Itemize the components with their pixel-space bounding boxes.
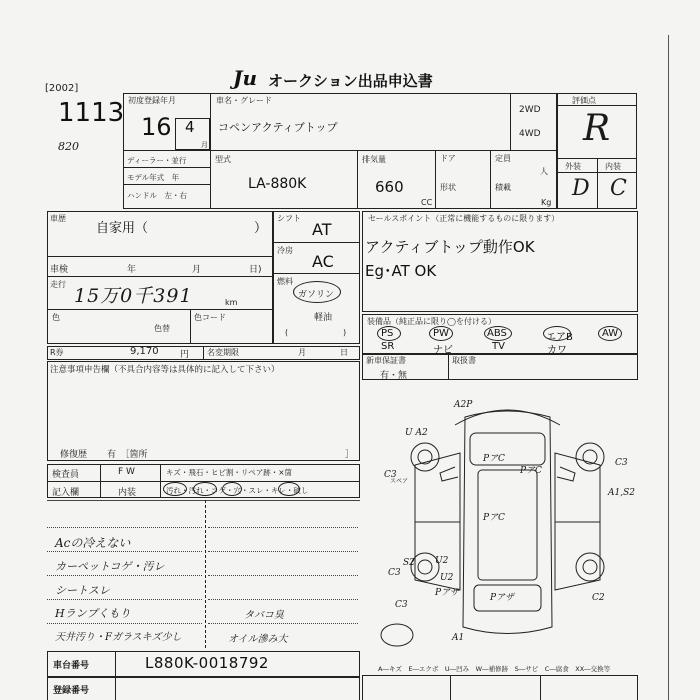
- door-label: ドア: [440, 154, 456, 163]
- spare-tire: [381, 624, 413, 646]
- equip-sr: SR: [381, 341, 395, 352]
- notes-label: 注意事項申告欄（不具合内容等は具体的に記入して下さい）: [50, 365, 280, 375]
- car-name: コペンアクティブトップ: [218, 121, 338, 134]
- mark-left-front: U A2: [405, 428, 428, 438]
- hand-note-3: シートスレ: [55, 584, 110, 597]
- recycle-label: R券: [50, 348, 64, 357]
- manual-label: 取扱書: [452, 356, 476, 365]
- hand-note-5: 天井汚り・Fガラスキズ少し: [55, 632, 182, 643]
- wheel-front-left: [411, 443, 439, 471]
- inspection-month: 月: [192, 265, 202, 275]
- corner-scribble: 820: [58, 140, 79, 153]
- reg-date-label: 初度登録年月: [128, 96, 176, 105]
- checker-fw-items: キズ・飛石・ヒビ割・リペア跡・×箇: [166, 468, 292, 477]
- equip-pw: PW: [433, 328, 449, 339]
- front-windshield: [470, 433, 545, 465]
- mark-top: A2P: [454, 400, 473, 410]
- equipment-label: 装備品（純正品に限り◯を付ける）: [367, 317, 496, 326]
- regno-label: 登録番号: [53, 686, 90, 696]
- vehicle-block: [123, 93, 557, 209]
- mark-c3-rear-left: C3: [388, 568, 401, 578]
- shape-label: 形状: [440, 183, 456, 192]
- inspection-year: 年: [127, 265, 137, 275]
- mark-u2-b: U2: [435, 556, 449, 566]
- usage-close: ）: [254, 221, 268, 236]
- recycle-value: 9,170: [130, 346, 159, 357]
- grade-value: R: [583, 108, 611, 149]
- repair-label: 修復歴: [60, 450, 88, 460]
- right-note-1: タバコ臭: [244, 610, 284, 621]
- equip-leather: カワ: [547, 345, 567, 356]
- logo: Ju: [233, 66, 258, 90]
- checker-interior: 内装: [118, 488, 137, 498]
- checker-label: 検査員: [52, 470, 80, 480]
- drive-2wd: 2WD: [519, 105, 541, 115]
- fuel-diesel: 軽油: [314, 313, 333, 323]
- color-code-label: 色コード: [194, 313, 226, 322]
- mark-hood: PアC: [483, 454, 505, 464]
- mark-s2: S2: [403, 558, 415, 568]
- recycle-unit: 円: [180, 350, 190, 360]
- hand-note-4: Hランプくもり: [55, 607, 131, 620]
- model-type: LA-880K: [248, 176, 307, 192]
- car-name-label: 車名・グレード: [216, 96, 272, 105]
- displacement-label: 排気量: [362, 155, 386, 164]
- usage-value: 自家用（: [96, 221, 149, 236]
- interior-label: 内装: [605, 162, 621, 171]
- color-label: 色: [52, 313, 60, 322]
- sales-point-line1: アクティブトップ動作OK: [365, 238, 535, 256]
- checker-fw: F W: [118, 467, 135, 477]
- equip-navi: ナビ: [433, 345, 453, 356]
- grade-label: 評価点: [572, 96, 596, 105]
- mark-c3-right: C3: [615, 458, 628, 468]
- usage-label: 車歴: [50, 214, 66, 223]
- capacity-unit: 人: [540, 167, 548, 176]
- sales-point-line2: Eg･AT OK: [365, 262, 437, 280]
- mark-c3-left: C3: [384, 470, 397, 480]
- fuel-circle: [293, 281, 341, 303]
- equip-tv: TV: [492, 341, 505, 352]
- exterior-value: D: [572, 176, 590, 201]
- mark-a1: A1: [452, 633, 465, 643]
- mark-a1s2: A1,S2: [608, 488, 635, 498]
- mark-c2: C2: [592, 593, 605, 603]
- form-title: オークション出品申込書: [268, 72, 433, 90]
- fuel-label: 燃料: [277, 277, 293, 286]
- aircon-value: AC: [312, 252, 334, 271]
- right-note-2: オイル滲み大: [228, 634, 288, 645]
- displacement: 660: [375, 178, 404, 196]
- color-replace-label: 色替: [154, 324, 170, 333]
- reg-year: 16: [141, 113, 172, 141]
- load-label: 積載: [495, 183, 511, 192]
- hand-note-1: Acの冷えない: [55, 536, 131, 550]
- shift-value: AT: [312, 220, 332, 239]
- repair-value: 有 ［箇所: [107, 450, 148, 460]
- chassis-number: L880K-0018792: [145, 654, 269, 672]
- model-year-label: モデル年式 年: [127, 173, 180, 182]
- exterior-label: 外装: [565, 162, 581, 171]
- regno-row: [47, 677, 360, 700]
- interior-value: C: [610, 176, 627, 201]
- mark-c3-bottom: C3: [395, 600, 408, 610]
- mileage-value: 15万0千391: [74, 285, 193, 307]
- warranty-value: 有・無: [380, 371, 408, 381]
- interior-items: 汚れ・汚れ・コゲ・穴・スレ・キレ・破し: [166, 486, 309, 495]
- shift-label: シフト: [277, 214, 301, 223]
- hand-note-2: カーペットコゲ・汚レ: [55, 560, 165, 573]
- name-change-month: 月: [298, 348, 306, 357]
- dealer-label: ディーラー・並行: [127, 156, 187, 165]
- month-unit: 月: [201, 141, 208, 149]
- chassis-label: 車台番号: [53, 661, 90, 671]
- name-change-day: 日: [340, 348, 348, 357]
- equip-abs: ABS: [487, 328, 507, 339]
- lot-number: 1113: [58, 98, 125, 128]
- inspection-day: 日): [249, 265, 262, 275]
- damage-legend: A―キズ E―エクボ U―凹み W―補修跡 S―サビ C―腐食 XX―交換等: [378, 665, 611, 673]
- mark-roof: PアC: [483, 513, 505, 523]
- equip-aw: AW: [602, 328, 619, 339]
- repair-close: ］: [345, 450, 355, 460]
- sales-point-label: セールスポイント（正常に機能するものに限ります）: [368, 214, 560, 223]
- warranty-label: 新車保証書: [366, 356, 406, 365]
- mark-hood-right: PアC: [520, 466, 542, 476]
- aircon-label: 冷房: [277, 246, 293, 255]
- equip-airbag: エアB: [546, 332, 573, 343]
- roof: [478, 470, 537, 580]
- load-unit: Kg: [541, 198, 552, 207]
- mark-trunk: Pアザ: [490, 593, 515, 603]
- mileage-unit: km: [225, 298, 238, 307]
- inspection-label: 車検: [50, 265, 69, 275]
- mark-u2-a: U2: [440, 573, 454, 583]
- capacity-label: 定員: [495, 154, 511, 163]
- handle-label: ハンドル 左・右: [127, 191, 187, 200]
- name-change-label: 名変期限: [207, 348, 239, 357]
- fuel-gasoline: ガソリン: [298, 290, 335, 300]
- notes-block: [47, 361, 360, 461]
- model-type-label: 型式: [215, 155, 231, 164]
- drive-4wd: 4WD: [519, 129, 541, 139]
- year-code: [2002]: [45, 83, 79, 94]
- car-damage-diagram: [370, 395, 645, 650]
- mark-rear-left: Pアザ: [435, 588, 460, 598]
- reg-month: 4: [185, 118, 195, 136]
- equip-ps: PS: [381, 328, 394, 339]
- wheel-front-right: [576, 443, 604, 471]
- mileage-label: 走行: [50, 280, 66, 289]
- entry-label: 記入欄: [52, 488, 80, 498]
- displacement-unit: CC: [421, 198, 433, 207]
- spare-label: スペア: [390, 478, 409, 485]
